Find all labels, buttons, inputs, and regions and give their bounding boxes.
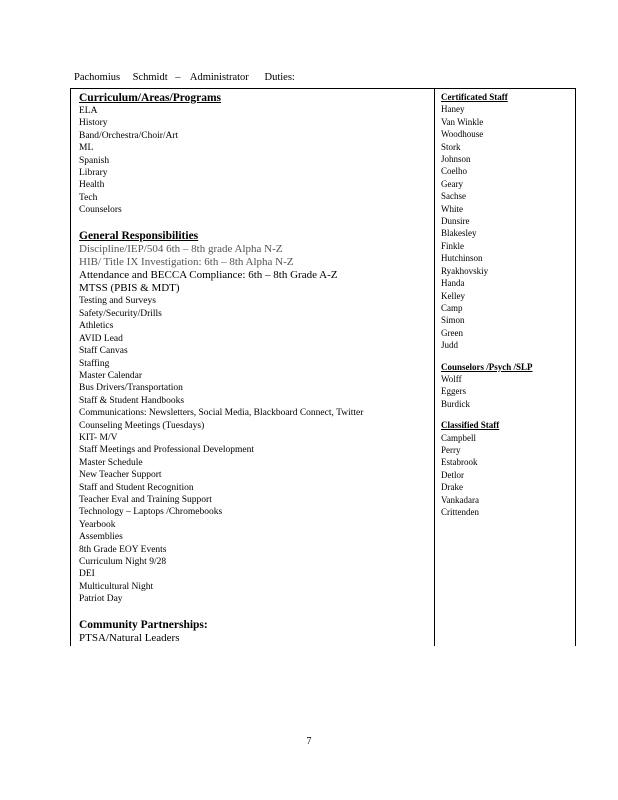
responsibility-item: Counseling Meetings (Tuesdays) — [79, 420, 205, 431]
staff-name: Blakesley — [441, 228, 477, 239]
curriculum-item: Spanish — [79, 155, 110, 166]
staff-name: White — [441, 203, 463, 214]
staff-name: Woodhouse — [441, 129, 484, 140]
responsibility-item: Technology – Laptops /Chromebooks — [79, 507, 223, 518]
staff-name: Estabrook — [441, 457, 478, 468]
responsibility-item: AVID Lead — [79, 333, 123, 344]
staff-name: Dunsire — [441, 216, 470, 227]
curriculum-heading: Curriculum/Areas/Programs — [79, 92, 222, 104]
responsibility-item: Multicultural Night — [79, 581, 154, 592]
responsibility-item: Athletics — [79, 321, 114, 332]
classified-staff-heading: Classified Staff — [441, 420, 500, 431]
staff-name: Eggers — [441, 386, 466, 397]
responsibility-item: Curriculum Night 9/28 — [79, 557, 167, 567]
responsibility-item: Bus Drivers/Transportation — [79, 383, 183, 394]
staff-name: Burdick — [441, 398, 470, 409]
staff-lists — [441, 91, 573, 518]
staff-name: Ryakhovskiy — [441, 265, 489, 276]
curriculum-item: Band/Orchestra/Choir/Art — [79, 130, 179, 141]
curriculum-item: Library — [79, 168, 108, 179]
responsibility-item: Discipline/IEP/504 6th – 8th grade Alpha N-Z — [79, 242, 283, 255]
curriculum-item: Health — [79, 180, 105, 191]
responsibility-item: Communications: Newsletters, Social Media, Blackboard Connect, Twitter — [79, 408, 364, 419]
responsibility-item: HIB/ Title IX Investigation: 6th – 8th Alpha N-Z — [79, 255, 294, 268]
curriculum-list — [79, 105, 430, 217]
staff-name: Kelley — [441, 290, 465, 301]
staff-name: Simon — [441, 315, 465, 326]
staff-name: Coelho — [441, 166, 467, 177]
counselors-heading: Counselors /Psych /SLP — [441, 361, 533, 372]
partnership-item: PTSA/Natural Leaders — [79, 631, 180, 644]
responsibility-item: DEI — [79, 569, 95, 580]
staff-name: Drake — [441, 482, 463, 493]
responsibility-item: Staff & Student Handbooks — [79, 395, 185, 406]
responsibility-item: Master Calendar — [79, 370, 143, 381]
staff-name: Detlor — [441, 469, 464, 480]
curriculum-item: Counselors — [79, 205, 122, 216]
staff-name: Vankadara — [441, 494, 479, 505]
staff-name: Johnson — [441, 154, 471, 165]
duties-list — [79, 91, 430, 645]
responsibility-item: Staff Meetings and Professional Development — [79, 445, 255, 456]
responsibility-item: Master Schedule — [79, 457, 143, 468]
admin-last-name: Schmidt — [132, 72, 168, 83]
general-responsibilities-list — [79, 295, 430, 605]
staff-name: Perry — [441, 444, 461, 455]
curriculum-item: ML — [79, 143, 94, 154]
responsibility-item: Testing and Surveys — [79, 296, 156, 307]
curriculum-item: History — [79, 118, 108, 129]
staff-name: Campbell — [441, 432, 476, 443]
admin-first-name: Pachomius — [74, 72, 121, 83]
responsibility-item: Patriot Day — [79, 594, 123, 605]
community-partnerships-list — [79, 632, 430, 645]
staff-name: Stork — [441, 141, 461, 152]
header-dash: – — [175, 72, 181, 83]
counselors-list — [441, 373, 573, 410]
community-partnerships-heading: Community Partnerships: — [79, 618, 208, 631]
responsibility-item: Teacher Eval and Training Support — [79, 494, 212, 505]
curriculum-item: ELA — [79, 106, 98, 116]
staff-name: Sachse — [441, 191, 466, 202]
responsibility-item: Assemblies — [79, 532, 123, 543]
classified-staff-list — [441, 432, 573, 519]
staff-column — [434, 88, 576, 646]
responsibility-item: Staffing — [79, 358, 110, 369]
responsibility-item: Safety/Security/Drills — [79, 308, 162, 319]
responsibility-item: Staff and Student Recognition — [79, 482, 194, 493]
admin-role: Administrator — [189, 72, 249, 83]
responsibility-item: MTSS (PBIS & MDT) — [79, 282, 180, 295]
responsibility-item: Yearbook — [79, 519, 116, 530]
responsibility-item: Attendance and BECCA Compliance: 6th – 8th Grade A-Z — [79, 269, 338, 282]
staff-name: Judd — [441, 340, 459, 351]
staff-name: Wolff — [441, 373, 462, 384]
responsibility-item: Staff Canvas — [79, 346, 128, 357]
responsibility-item: 8th Grade EOY Events — [79, 544, 167, 555]
duties-label: Duties: — [264, 72, 295, 83]
page-number: 7 — [306, 736, 312, 747]
staff-name: Green — [441, 327, 463, 338]
staff-name: Hutchinson — [441, 253, 483, 264]
duties-column — [70, 88, 434, 646]
general-responsibilities-primary — [79, 243, 430, 296]
certificated-staff-heading: Certificated Staff — [441, 92, 508, 102]
staff-name: Crittenden — [441, 507, 479, 517]
responsibility-item: KIT- M/V — [79, 432, 118, 443]
staff-name: Van Winkle — [441, 116, 484, 127]
staff-name: Finkle — [441, 240, 465, 251]
staff-name: Geary — [441, 178, 463, 189]
responsibility-item: New Teacher Support — [79, 470, 162, 481]
staff-name: Camp — [441, 302, 463, 313]
general-responsibilities-heading: General Responsibilities — [79, 229, 199, 242]
curriculum-item: Tech — [79, 192, 98, 203]
certificated-staff-list — [441, 103, 573, 351]
staff-name: Haney — [441, 104, 465, 115]
staff-name: Handa — [441, 278, 465, 289]
page-header — [74, 72, 295, 83]
